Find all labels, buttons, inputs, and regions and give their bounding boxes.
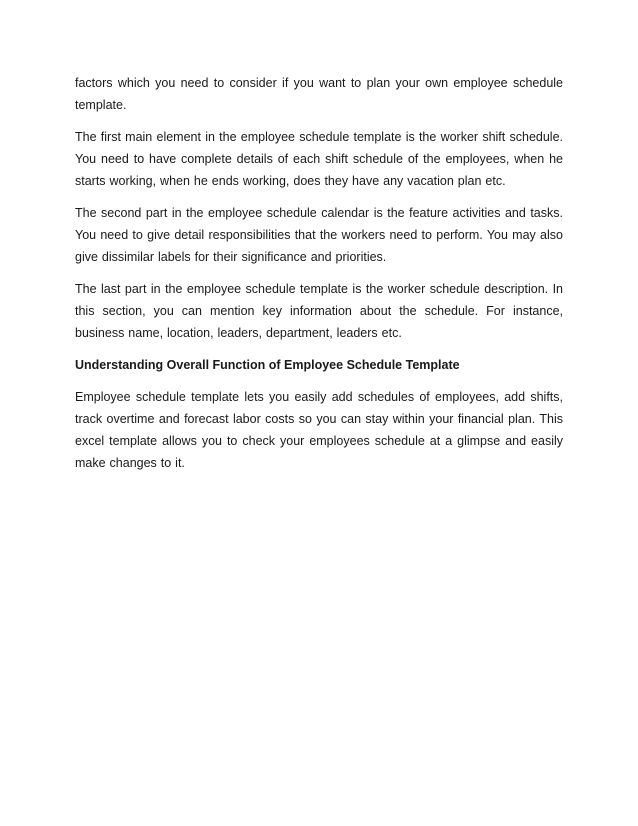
document-body [75, 72, 563, 484]
paragraph-overall-function: Employee schedule template lets you easily add schedules of employees, add shifts, track overtime and forecast labor costs so you can stay within your financial plan. This excel template allows you to check your employees schedule at a glimpse and easily make changes to it. [75, 390, 563, 470]
paragraph-intro-continuation: factors which you need to consider if you want to plan your own employee schedule template. [75, 76, 563, 112]
section-heading: Understanding Overall Function of Employee Schedule Template [75, 358, 460, 372]
paragraph-schedule-description: The last part in the employee schedule template is the worker schedule description. In this section, you can mention key information about the schedule. For instance, business name, location, leaders, department, leaders etc. [75, 282, 563, 340]
paragraph-worker-shift-schedule: The first main element in the employee schedule template is the worker shift schedule. You need to have complete details of each shift schedule of the employees, when he starts working, when he ends working, does they have any vacation plan etc. [75, 130, 563, 188]
paragraph-activities-and-tasks: The second part in the employee schedule calendar is the feature activities and tasks. You need to give detail responsibilities that the workers need to perform. You may also give dissimilar labels for their significance and priorities. [75, 206, 563, 264]
